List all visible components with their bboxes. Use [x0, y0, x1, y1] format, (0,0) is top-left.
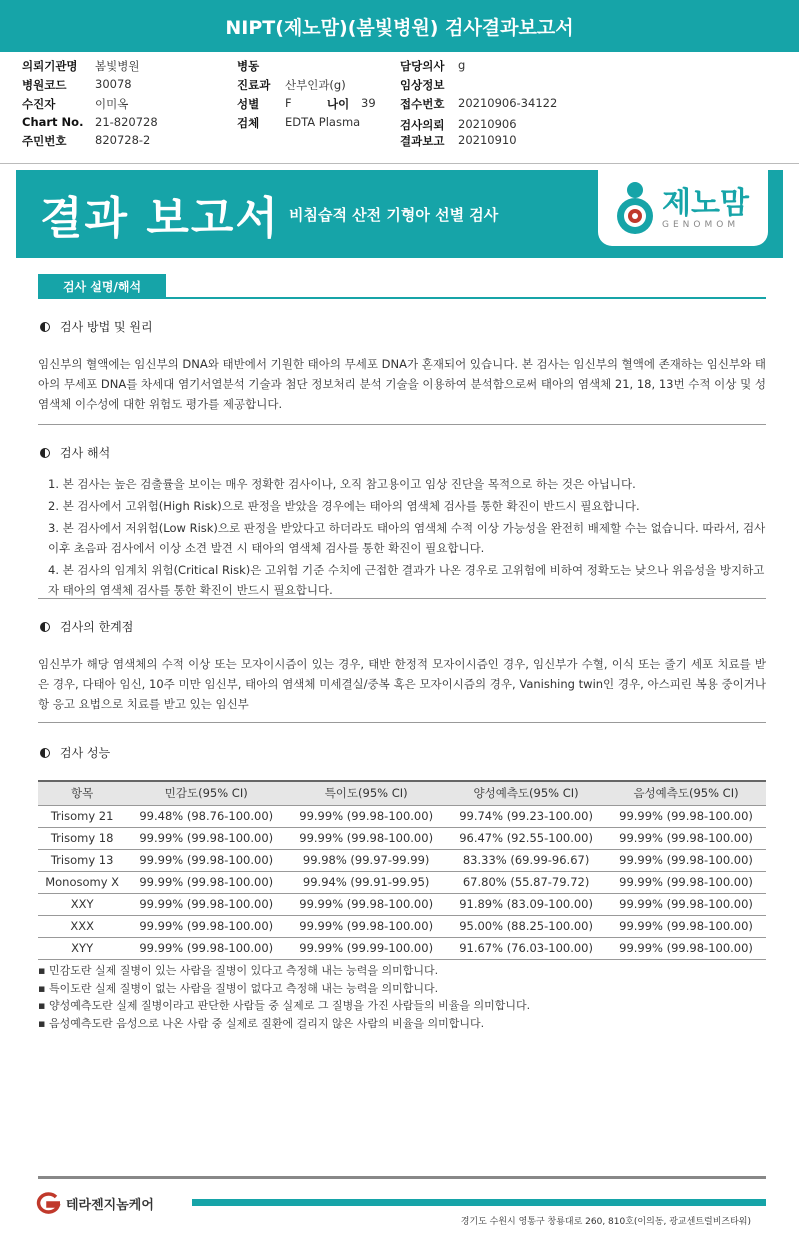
patient-info: [0, 52, 799, 164]
table-cell: 99.99% (99.98-100.00): [606, 827, 766, 849]
info-label: 결과보고: [400, 134, 445, 148]
list-item: 4. 본 검사의 임계치 위험(Critical Risk)은 고위험 기준 수치에 근접한 결과가 나온 경우로 고위험에 비하여 정확도는 낮으나 위음성을 방지하고자 태아의 염색체 검사를 통한 확진이 반드시 필요합니다.: [48, 563, 765, 597]
note-item: ▪ 양성예측도란 실제 질병이라고 판단한 사람들 중 실제로 그 질병을 가진 사람들의 비율을 의미합니다.: [38, 999, 531, 1012]
info-label: Chart No.: [22, 115, 84, 129]
info-value: 20210906-34122: [458, 96, 558, 110]
table-cell: 99.99% (99.98-100.00): [606, 893, 766, 915]
table-row: [38, 871, 766, 893]
table-cell: XYY: [38, 937, 126, 959]
table-cell: 99.99% (99.98-100.00): [606, 805, 766, 827]
table-cell: 99.99% (99.98-100.00): [606, 849, 766, 871]
table-cell: 83.33% (69.99-96.67): [446, 849, 606, 871]
table-cell: 99.99% (99.98-100.00): [126, 827, 286, 849]
table-header: 양성예측도(95% CI): [446, 781, 606, 805]
info-value: 39: [361, 96, 376, 110]
info-label: 성별: [237, 97, 260, 111]
table-cell: 99.99% (99.98-100.00): [606, 871, 766, 893]
info-label: 접수번호: [400, 97, 445, 111]
info-value: 봄빛병원: [95, 59, 140, 73]
info-value: F: [285, 96, 292, 110]
table-cell: 99.98% (99.97-99.99): [286, 849, 446, 871]
company-address: 경기도 수원시 영통구 창룡대로 260, 810호(이의동, 광교센트럴비즈타워): [460, 1217, 751, 1227]
info-label: 담당의사: [400, 59, 445, 73]
divider: [38, 598, 766, 599]
table-cell: 99.99% (99.98-100.00): [606, 937, 766, 959]
info-value: g: [458, 58, 466, 72]
table-cell: 99.48% (98.76-100.00): [126, 805, 286, 827]
table-row: [38, 915, 766, 937]
terragen-g-icon: [34, 1192, 62, 1214]
info-value: 30078: [95, 77, 132, 91]
logo-text: 제노맘: [662, 186, 749, 221]
note-item: ▪ 민감도란 실제 질병이 있는 사람을 질병이 있다고 측정해 내는 능력을 의미합니다.: [38, 964, 439, 977]
info-label: 진료과: [237, 78, 271, 92]
banner-subtitle: 비침습적 산전 기형아 선별 검사: [289, 206, 499, 224]
heading-text: 검사 방법 및 원리: [60, 320, 153, 334]
heading-text: 검사의 한계점: [60, 620, 134, 634]
table-header: 민감도(95% CI): [126, 781, 286, 805]
divider: [38, 722, 766, 723]
limits-text: 임신부가 해당 염색체의 수적 이상 또는 모자이시즘이 있는 경우, 태반 한정적 모자이시즘인 경우, 임신부가 수혈, 이식 또는 줄기 세포 치료를 받은 경우, 다태아 임신, 10주 미만 임신부, 태아의 염색체 미세결실/중복 혹은 모자이시즘의 경우, Vanishing twin인 경우, 아스피린 복용 중이거나 항 응고 요법으로 치료를 받고 있는 임신부: [38, 657, 766, 711]
list-item: 3. 본 검사에서 저위험(Low Risk)으로 판정을 받았다고 하더라도 태아의 염색체 수적 이상 가능성을 완전히 배제할 수는 없습니다. 따라서, 검사 이후 초음파 검사에서 이상 소견 발견 시 태아의 염색체 검사를 통한 확진이 필요합니다.: [48, 521, 766, 555]
interpretation-heading: [40, 444, 110, 461]
table-cell: 99.99% (99.98-100.00): [286, 915, 446, 937]
half-circle-icon: [40, 448, 50, 458]
table-cell: XXX: [38, 915, 126, 937]
genomom-logo-icon: [612, 178, 658, 238]
table-cell: 99.99% (99.98-100.00): [126, 937, 286, 959]
table-cell: 99.99% (99.98-100.00): [126, 849, 286, 871]
footer-divider: [38, 1176, 766, 1179]
table-cell: Monosomy X: [38, 871, 126, 893]
info-label: 수진자: [22, 97, 56, 111]
info-label: 의뢰기관명: [22, 59, 78, 73]
logo-subtext: GENOMOM: [662, 220, 740, 230]
info-value: 20210910: [458, 133, 517, 147]
note-item: ▪ 특이도란 실제 질병이 없는 사람을 질병이 없다고 측정해 내는 능력을 의미합니다.: [38, 981, 439, 995]
company-logo: [34, 1192, 154, 1214]
table-cell: 91.89% (83.09-100.00): [446, 893, 606, 915]
performance-table: [38, 780, 766, 960]
table-cell: 99.99% (99.98-100.00): [126, 893, 286, 915]
info-label: 임상정보: [400, 78, 445, 92]
footer-accent-bar: [192, 1199, 766, 1206]
company-name: 테라젠지놈케어: [66, 1197, 154, 1213]
info-value: 산부인과(g): [285, 78, 346, 92]
list-item: 2. 본 검사에서 고위험(High Risk)으로 판정을 받았을 경우에는 태아의 염색체 검사를 통한 확진이 반드시 필요합니다.: [48, 499, 640, 513]
table-cell: 99.94% (99.91-99.95): [286, 871, 446, 893]
half-circle-icon: [40, 322, 50, 332]
note-item: ▪ 음성예측도란 음성으로 나온 사람 중 실제로 질환에 걸리지 않은 사람의 비율을 의미합니다.: [38, 1016, 485, 1030]
info-value: 820728-2: [95, 133, 151, 147]
info-label: 주민번호: [22, 134, 67, 148]
list-item: 1. 본 검사는 높은 검출률을 보이는 매우 정확한 검사이나, 오직 참고용이고 임상 진단을 목적으로 하는 것은 아닙니다.: [48, 477, 636, 491]
table-cell: 99.99% (99.98-100.00): [286, 827, 446, 849]
table-cell: 67.80% (55.87-79.72): [446, 871, 606, 893]
table-cell: Trisomy 18: [38, 827, 126, 849]
report-title: NIPT(제노맘)(봄빛병원) 검사결과보고서: [0, 0, 799, 52]
table-row: [38, 827, 766, 849]
heading-text: 검사 해석: [60, 446, 111, 460]
performance-heading: [40, 744, 110, 761]
limits-heading: [40, 618, 133, 635]
table-row: [38, 937, 766, 959]
info-label: 검체: [237, 116, 260, 130]
table-row: [38, 849, 766, 871]
table-row: [38, 805, 766, 827]
info-value: EDTA Plasma: [285, 115, 361, 129]
section-divider: [38, 297, 766, 299]
definition-notes: [38, 962, 530, 1032]
table-cell: 99.99% (99.98-100.00): [126, 871, 286, 893]
table-cell: 99.99% (99.98-100.00): [286, 893, 446, 915]
half-circle-icon: [40, 622, 50, 632]
table-cell: Trisomy 13: [38, 849, 126, 871]
table-cell: 99.99% (99.98-100.00): [606, 915, 766, 937]
info-label: 검사의뢰: [400, 118, 445, 132]
table-header: 특이도(95% CI): [286, 781, 446, 805]
half-circle-icon: [40, 748, 50, 758]
divider: [38, 424, 766, 425]
info-label: 병동: [237, 59, 260, 73]
table-cell: 99.99% (99.99-100.00): [286, 937, 446, 959]
interpretation-list: [48, 474, 766, 602]
table-header: 항목: [38, 781, 126, 805]
method-heading: [40, 318, 153, 335]
method-text: 임신부의 혈액에는 임신부의 DNA와 태반에서 기원한 태아의 무세포 DNA가 혼재되어 있습니다. 본 검사는 임신부의 혈액에 존재하는 임신부와 태아의 무세포 DNA를 차세대 염기서열분석 기술과 첨단 정보처리 분석 기술을 이용하여 분석함으로써 태아의 염색체 21, 18, 13번 수적 이상 및 성염색체 이수성에 대한 위험도 평가를 제공합니다.: [38, 357, 766, 411]
info-value: 20210906: [458, 117, 517, 131]
table-cell: 95.00% (88.25-100.00): [446, 915, 606, 937]
info-label: 병원코드: [22, 78, 67, 92]
info-value: 21-820728: [95, 115, 158, 129]
table-header: 음성예측도(95% CI): [606, 781, 766, 805]
table-row: [38, 893, 766, 915]
section-tab: 검사 설명/해석: [38, 274, 166, 298]
table-cell: Trisomy 21: [38, 805, 126, 827]
banner-title: 결과 보고서: [40, 193, 280, 244]
table-cell: XXY: [38, 893, 126, 915]
table-cell: 99.74% (99.23-100.00): [446, 805, 606, 827]
table-cell: 99.99% (99.98-100.00): [126, 915, 286, 937]
table-cell: 99.99% (99.98-100.00): [286, 805, 446, 827]
info-value: 이미옥: [95, 97, 129, 111]
table-cell: 96.47% (92.55-100.00): [446, 827, 606, 849]
heading-text: 검사 성능: [60, 746, 111, 760]
table-cell: 91.67% (76.03-100.00): [446, 937, 606, 959]
info-label: 나이: [327, 97, 350, 111]
